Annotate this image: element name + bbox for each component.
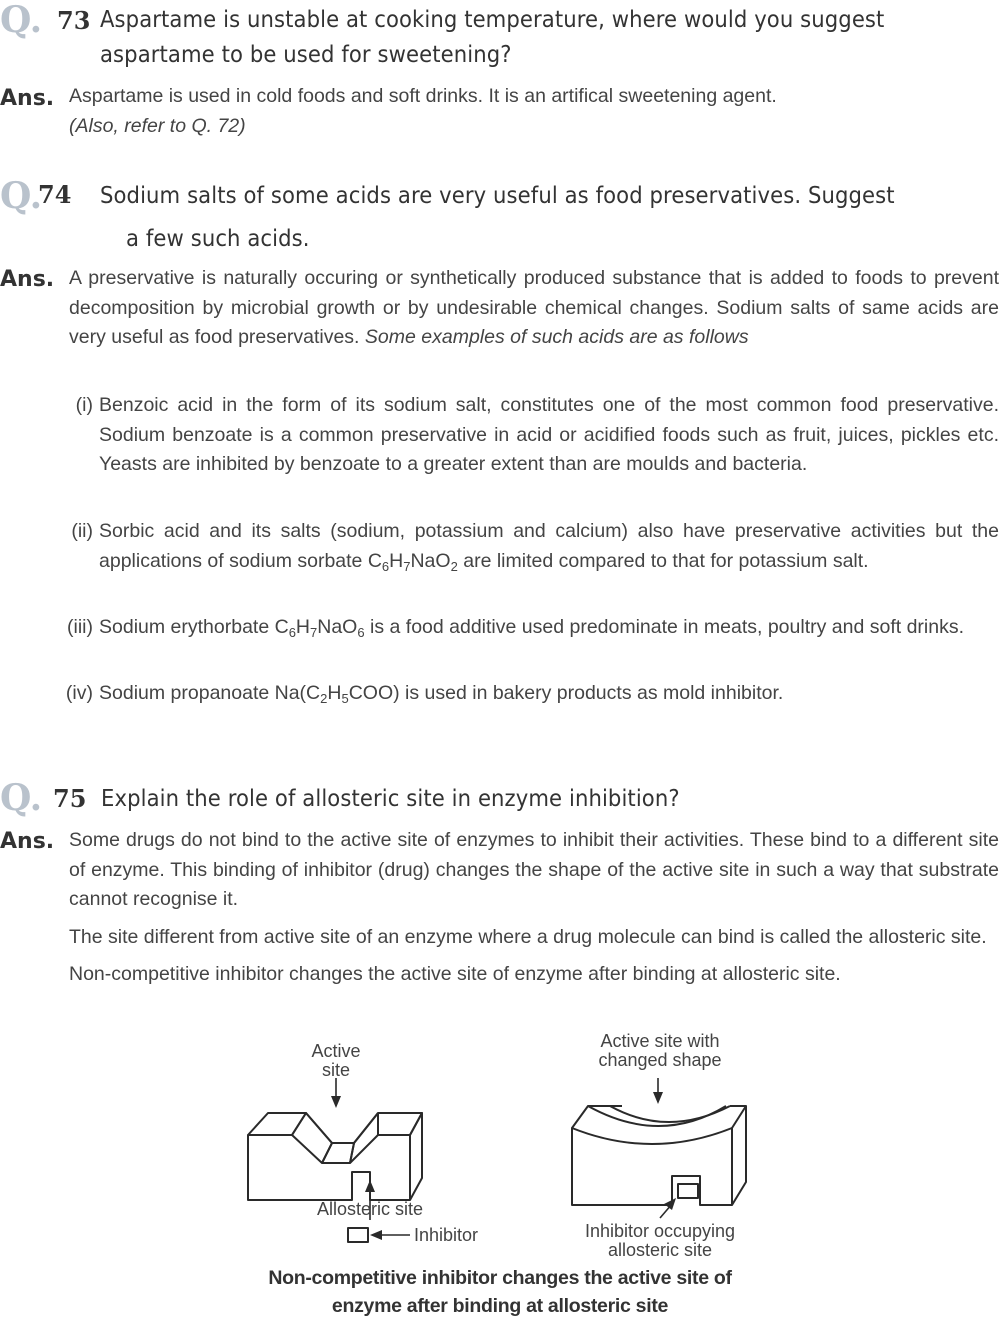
answer-intro bbox=[69, 264, 999, 353]
changed-site-label: Active site with changed shape bbox=[598, 1031, 722, 1070]
question-text-line1: Explain the role of allosteric site in enzyme inhibition? bbox=[101, 784, 680, 812]
para-3: Non-competitive inhibitor changes the active site of enzyme after binding at allosteric site. bbox=[69, 963, 841, 985]
answer-label: Ans. bbox=[0, 267, 55, 292]
question-marker: Q. bbox=[0, 0, 43, 41]
enzyme-inhibition-figure bbox=[240, 1030, 760, 1262]
question-text-line2: aspartame to be used for sweetening? bbox=[100, 40, 512, 68]
changed-enzyme-front bbox=[572, 1128, 732, 1205]
question-text-line1: Sodium salts of some acids are very useful as food preservatives. Suggest bbox=[100, 181, 895, 209]
list-item bbox=[67, 613, 999, 643]
answer-label: Ans. bbox=[0, 829, 55, 854]
question-number: 74 bbox=[38, 180, 72, 209]
inhibitor-box bbox=[348, 1228, 368, 1242]
question-number: 75 bbox=[53, 784, 87, 813]
inhibitor-occupying-box bbox=[678, 1184, 698, 1198]
enzyme-front-face bbox=[248, 1135, 410, 1200]
answer-text: Aspartame is used in cold foods and soft drinks. It is an artifical sweetening agent. bbox=[69, 85, 777, 107]
question-marker: Q. bbox=[0, 175, 43, 217]
inhibitor-label: Inhibitor bbox=[414, 1225, 479, 1245]
answer-label: Ans. bbox=[0, 86, 55, 111]
list-text: Sorbic acid and its salts (sodium, potassium and calcium) also have preservative activities but the applications of sodium sorbate $C_6H_7NaO_2$ are limited compared to that for potassium salt. bbox=[99, 520, 999, 574]
answer-body bbox=[69, 826, 999, 990]
list-text: Sodium erythorbate $C_6H_7NaO_6$ is a food additive used predominate in meats, poultry and soft drinks. bbox=[99, 616, 965, 640]
intro-text: A preservative is naturally occuring or synthetically produced substance that is added to foods to prevent decomposition by microbial growth or by undesirable chemical changes. Sodium salts of same acids are very useful as food preservatives. bbox=[69, 267, 999, 348]
answer-body bbox=[69, 82, 999, 141]
intro-italic-text: Some examples of such acids are as follows bbox=[364, 326, 749, 348]
list-number: (iii) bbox=[67, 616, 93, 638]
figure-caption: Non-competitive inhibitor changes the active site of enzyme after binding at allosteric site bbox=[268, 1267, 732, 1317]
para-2: The site different from active site of an enzyme where a drug molecule can bind is called the allosteric site. bbox=[69, 925, 987, 948]
question-text-line1: Aspartame is unstable at cooking temperature, where would you suggest bbox=[100, 5, 885, 33]
list-text: Sodium propanoate $Na(C_2H_5COO)$ is used in bakery products as mold inhibitor. bbox=[99, 682, 784, 706]
refer-text: (Also, refer to Q. 72) bbox=[69, 114, 246, 137]
para-1: Some drugs do not bind to the active site of enzymes to inhibit their activities. These bind to a different site of enzyme. This binding of inhibitor (drug) changes the shape of the active site in such a way that substrate cannot recognise it. bbox=[69, 829, 999, 910]
list-number: (i) bbox=[75, 394, 93, 416]
active-site-label: Active site bbox=[311, 1041, 361, 1080]
allosteric-site-label: Allosteric site bbox=[316, 1199, 424, 1219]
list-number: (iv) bbox=[65, 682, 93, 704]
list-item bbox=[75, 391, 999, 480]
list-number: (ii) bbox=[71, 520, 93, 542]
question-number: 73 bbox=[57, 6, 91, 35]
list-text: Benzoic acid in the form of its sodium salt, constitutes one of the most common food preservative. Sodium benzoate is a common preservative in acid or acidified foods such as fruit, juices, pickles etc. Yeasts are inhibited by benzoate to a greater extent than are moulds and bacteria. bbox=[99, 394, 999, 475]
question-marker: Q. bbox=[0, 777, 43, 819]
list-item bbox=[65, 679, 999, 709]
list-item bbox=[71, 517, 999, 576]
inhibitor-occupying-label: Inhibitor occupying allosteric site bbox=[584, 1221, 736, 1260]
question-text-line2: a few such acids. bbox=[126, 224, 310, 252]
